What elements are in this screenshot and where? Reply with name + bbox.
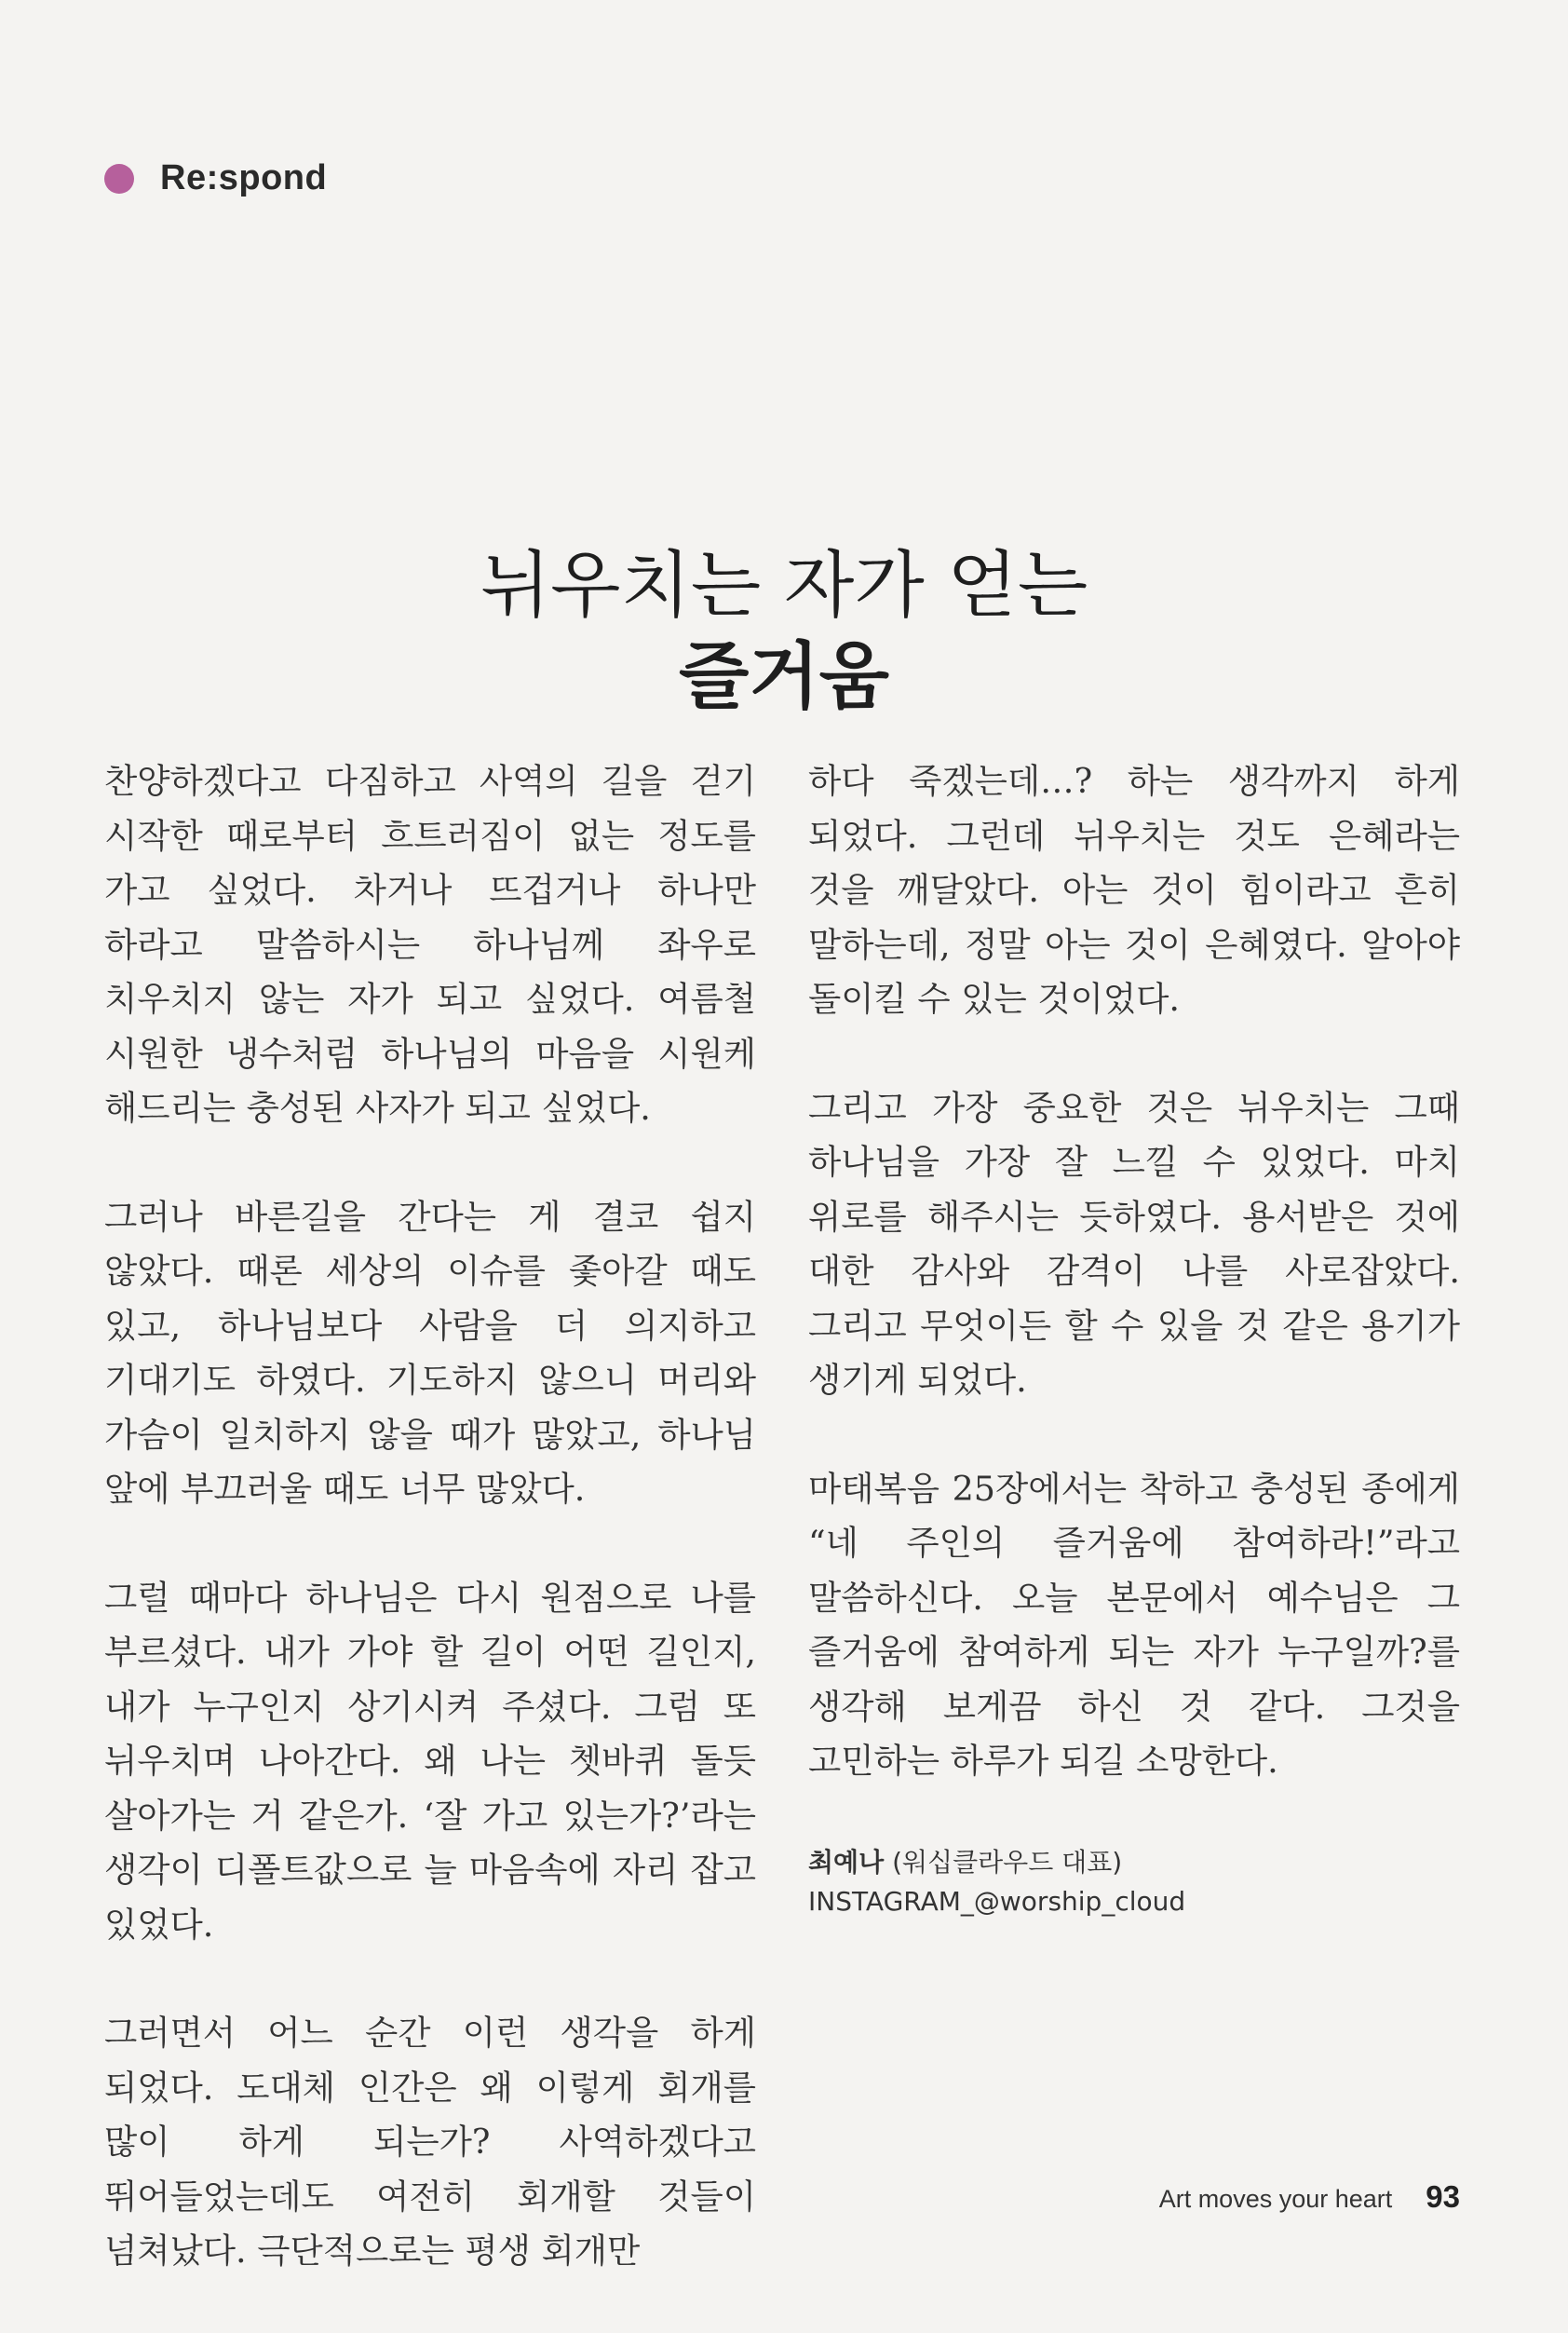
body-paragraph: 그럴 때마다 하나님은 다시 원점으로 나를 부르셨다. 내가 가야 할 길이 어떤 길인지, 내가 누구인지 상기시켜 주셨다. 그럼 또 뉘우치며 나아간다. 왜 나는 쳇바퀴 돌듯 살아가는 거 같은가. ‘잘 가고 있는가?’라는 생각이 디폴트값으로 늘 마음속에 자리 잡고 있었다. [104, 1577, 756, 1945]
author-credit [808, 1843, 1460, 1921]
section-name: Re:spond [160, 158, 328, 197]
right-column [808, 754, 1460, 1921]
body-paragraph: 그러나 바른길을 간다는 게 결코 쉽지 않았다. 때론 세상의 이슈를 좇아갈 때도 있고, 하나님보다 사람을 더 의지하고 기대기도 하였다. 기도하지 않으니 머리와 가슴이 일치하지 않을 때가 많았고, 하나님 앞에 부끄러울 때도 너무 많았다. [104, 1196, 756, 1509]
body-paragraph: 그리고 가장 중요한 것은 뉘우치는 그때 하나님을 가장 잘 느낄 수 있었다. 마치 위로를 해주시는 듯하였다. 용서받은 것에 대한 감사와 감격이 나를 사로잡았다. 그리고 무엇이든 할 수 있을 것 같은 용기가 생기게 되었다. [808, 1087, 1460, 1400]
article-title-line1: 뉘우치는 자가 얻는 [480, 544, 1088, 629]
author-name: 최예나 [808, 1846, 885, 1878]
body-paragraph: 마태복음 25장에서는 착하고 충성된 종에게 “네 주인의 즐거움에 참여하라!”라고 말씀하신다. 오늘 본문에서 예수님은 그 즐거움에 참여하게 되는 자가 누구일까?를 생각해 보게끔 하신 것 같다. 그것을 고민하는 하루가 되길 소망한다. [808, 1468, 1460, 1781]
page-number: 93 [1426, 2179, 1460, 2214]
section-dot-icon [104, 164, 134, 194]
page-footer [1159, 2179, 1460, 2215]
section-label [104, 158, 327, 198]
footer-tagline: Art moves your heart [1158, 2185, 1393, 2213]
body-paragraph: 하다 죽겠는데…? 하는 생각까지 하게 되었다. 그런데 뉘우치는 것도 은혜라는 것을 깨달았다. 아는 것이 힘이라고 흔히 말하는데, 정말 아는 것이 은혜였다. 알아야 돌이킬 수 있는 것이었다. [808, 761, 1460, 1019]
author-line [808, 1843, 1460, 1882]
article-title-line2: 즐거움 [678, 634, 890, 720]
author-role: (워십클라우드 대표) [892, 1846, 1123, 1878]
author-instagram: INSTAGRAM_@worship_cloud [808, 1885, 1186, 1917]
article-title [0, 540, 1568, 723]
body-paragraph: 찬양하겠다고 다짐하고 사역의 길을 걷기 시작한 때로부터 흐트러짐이 없는 정도를 가고 싶었다. 차거나 뜨겁거나 하나만 하라고 말씀하시는 하나님께 좌우로 치우치지 않는 자가 되고 싶었다. 여름철 시원한 냉수처럼 하나님의 마음을 시원케 해드리는 충성된 사자가 되고 싶었다. [104, 761, 756, 1128]
body-paragraph: 그러면서 어느 순간 이런 생각을 하게 되었다. 도대체 인간은 왜 이렇게 회개를 많이 하게 되는가? 사역하겠다고 뛰어들었는데도 여전히 회개할 것들이 넘쳐났다. 극단적으로는 평생 회개만 [104, 2013, 756, 2271]
left-column [104, 754, 756, 2333]
